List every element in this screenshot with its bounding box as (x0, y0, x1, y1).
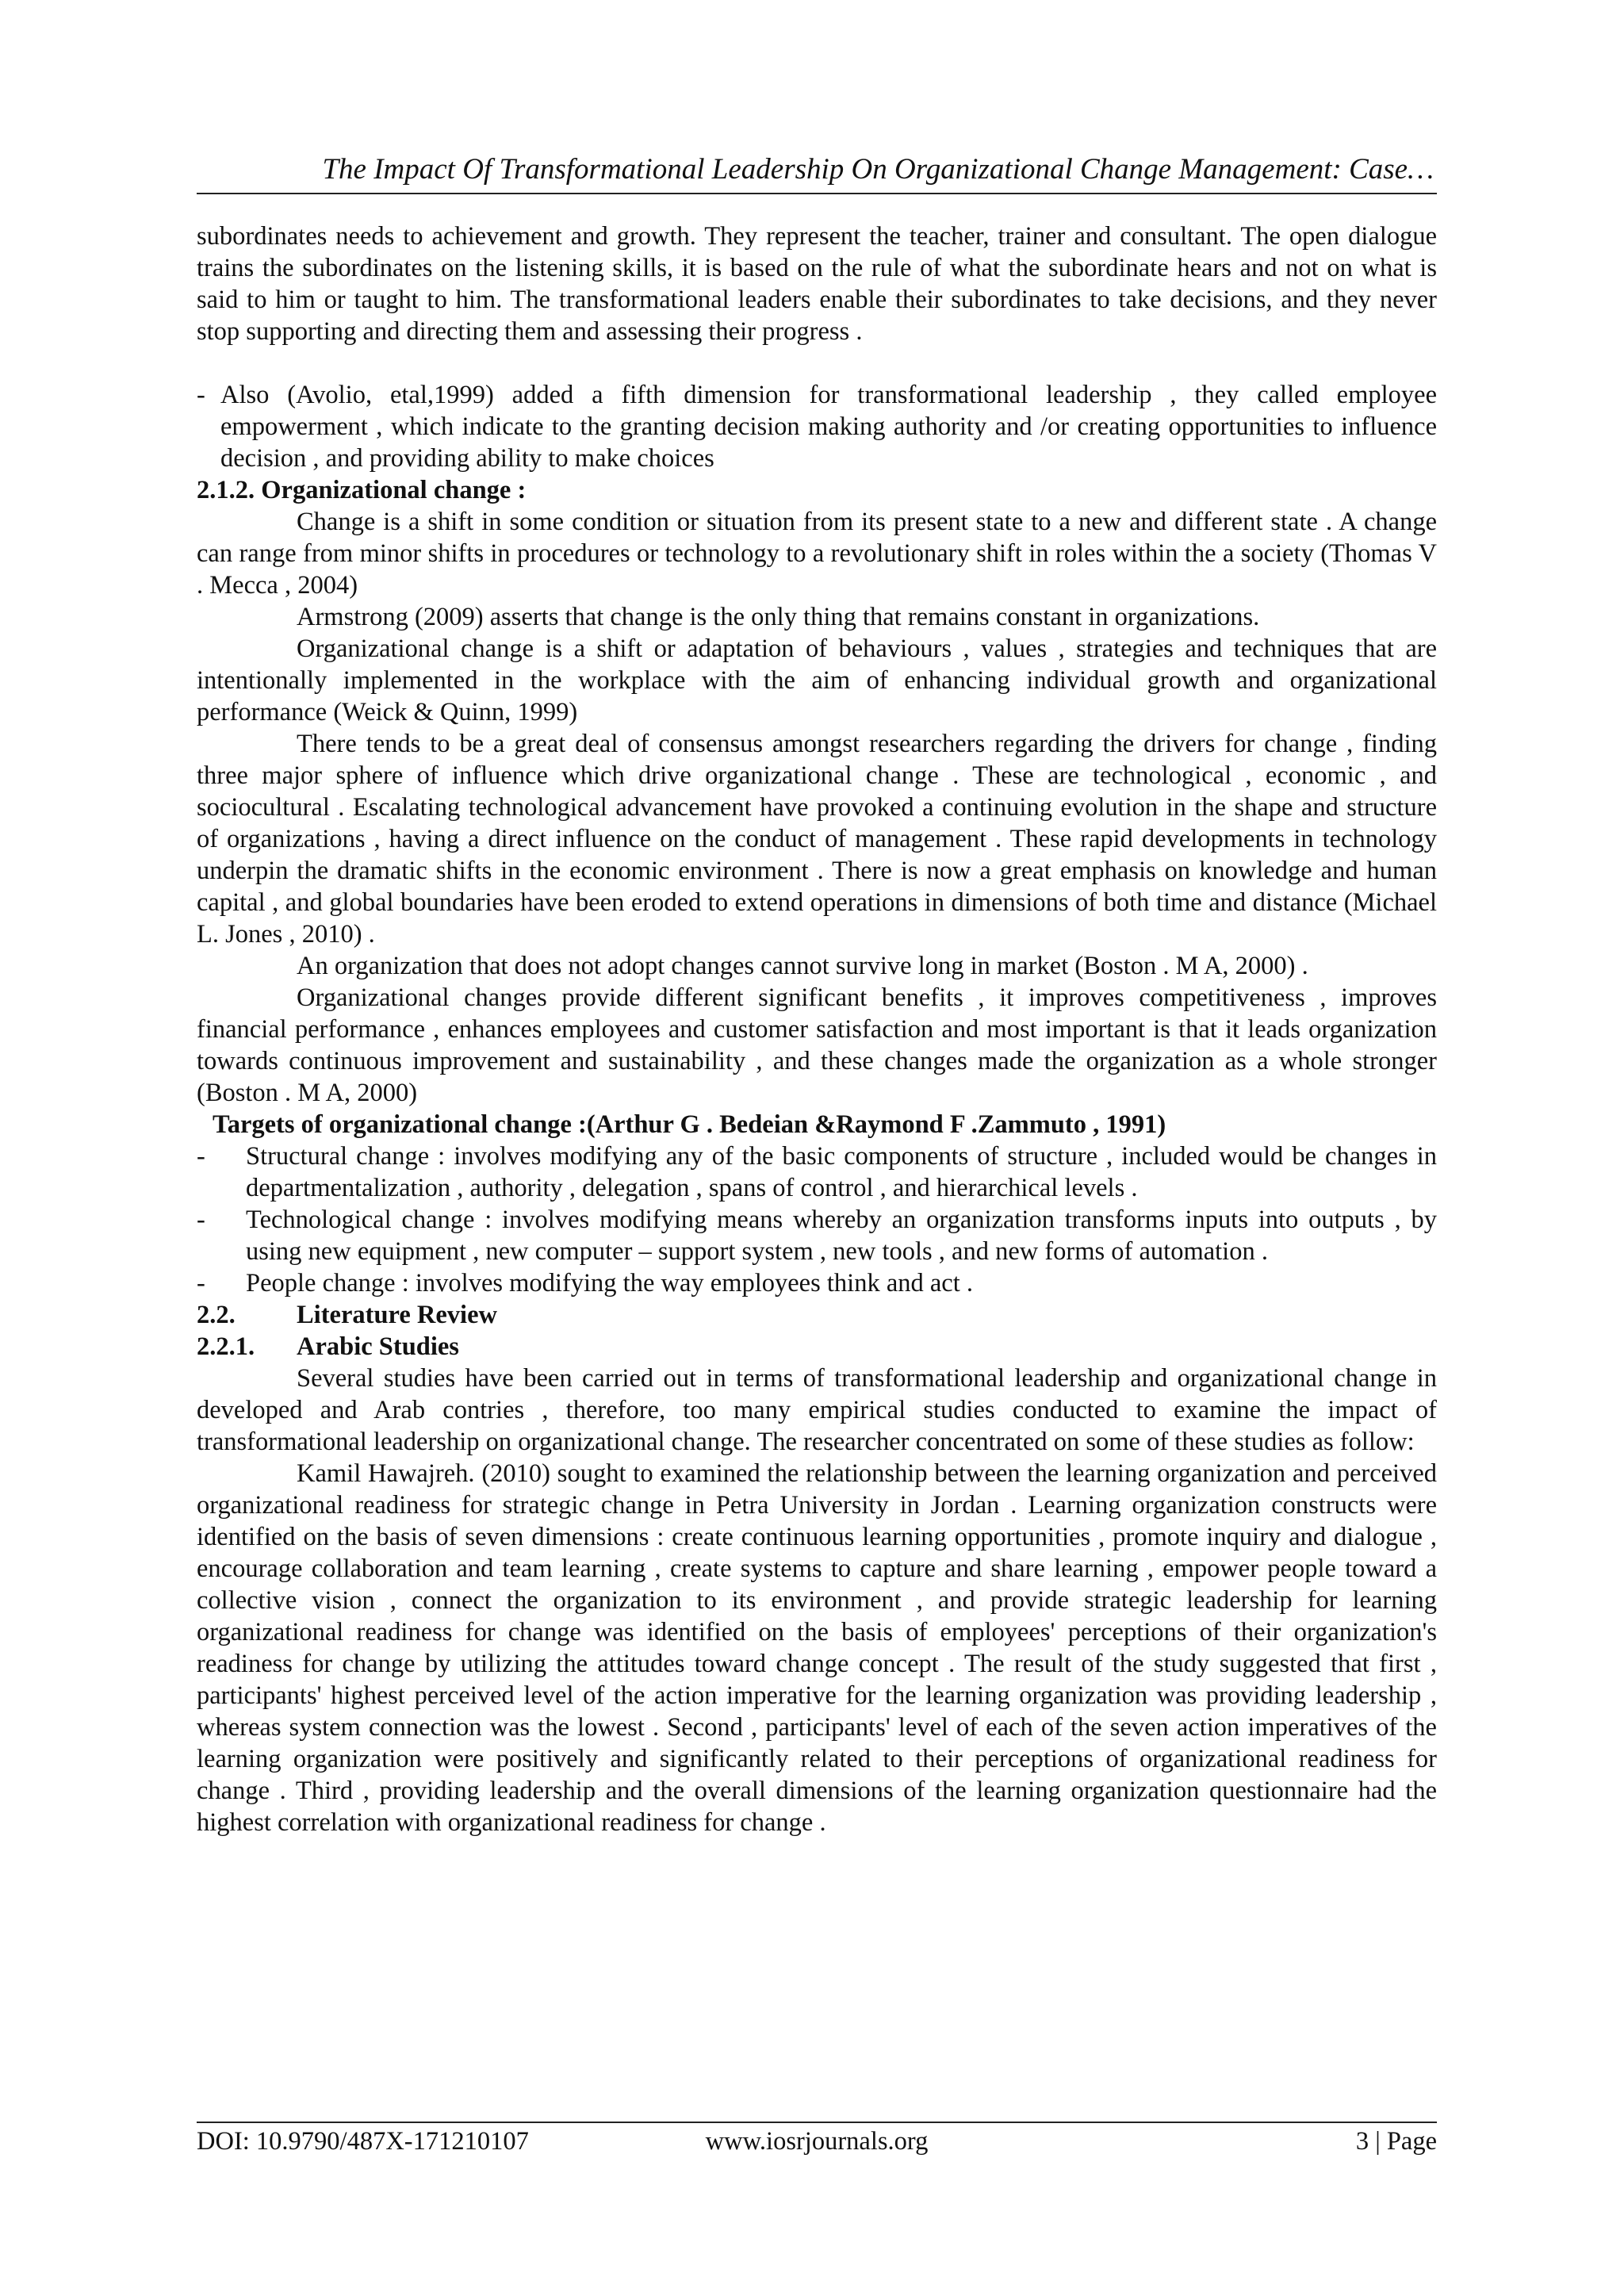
change-paragraph-2: Armstrong (2009) asserts that change is the only thing that remains constant in organizations. (297, 603, 1260, 631)
header-rule (197, 193, 1437, 194)
section-heading-2-2 (197, 1299, 1437, 1331)
footer-page-number: 3 | Page (1355, 2127, 1437, 2156)
literature-paragraph-2: Kamil Hawajreh. (2010) sought to examined the relationship between the learning organization and perceived organizational readiness for strategic change in Petra University in Jordan . Learning organization constructs were identified on the basis of seven dimensions : create continuous learning opportunities , promote inquiry and dialogue , encourage collaboration and team learning , create systems to capture and share learning , empower people toward a collective vision , connect the organization to its environment , and provide strategic leadership for learning organizational readiness for change was identified on the basis of employees' perceptions of their organization's readiness for change by utilizing the attitudes toward change concept . The result of the study suggested that first , participants' highest perceived level of the action imperative for the learning organization was providing leadership , whereas system connection was the lowest . Second , participants' level of each of the seven action imperatives of the learning organization were positively and significantly related to their perceptions of organizational readiness for change . Third , providing leadership and the overall dimensions of the learning organization questionnaire had the highest correlation with organizational readiness for change . (197, 1459, 1437, 1837)
targets-list (197, 1140, 1437, 1299)
list-item (197, 1204, 1437, 1267)
page-body (197, 220, 1437, 1838)
dash-bullet: - (197, 1269, 205, 1297)
change-paragraph-4: There tends to be a great deal of consensus amongst researchers regarding the drivers for change , finding three major sphere of influence which drive organizational change . These are technological , economic , and sociocultural . Escalating technological advancement have provoked a continuing evolution in the shape and structure of organizations , having a direct influence on the conduct of management . These rapid developments in technology underpin the dramatic shifts in the economic environment . There is now a great emphasis on knowledge and human capital , and global boundaries have been eroded to extend operations in dimensions of both time and distance (Michael L. Jones , 2010) . (197, 730, 1437, 949)
list-item (197, 1267, 1437, 1299)
section-number: 2.2. (197, 1301, 236, 1329)
avolio-item-text: Also (Avolio, etal,1999) added a fifth dimension for transformational leadership , they called employee empowerment , which indicate to the granting decision making authority and /or creating opportunities to influence decision , and providing ability to make choices (220, 381, 1437, 473)
section-title: Literature Review (297, 1301, 497, 1329)
section-number: 2.2.1. (197, 1332, 255, 1361)
avolio-list-item (197, 379, 1437, 474)
target-structural: Structural change : involves modifying any of the basic components of structure , included would be changes in departmentalization , authority , delegation , spans of control , and hierarchical levels . (246, 1142, 1437, 1202)
footer-doi: DOI: 10.9790/487X-171210107 (197, 2127, 529, 2156)
section-title: Arabic Studies (297, 1332, 459, 1361)
change-paragraph-1: Change is a shift in some condition or situation from its present state to a new and different state . A change can range from minor shifts in procedures or technology to a revolutionary shift in roles within the a society (Thomas V . Mecca , 2004) (197, 508, 1437, 600)
dash-bullet: - (197, 1205, 205, 1234)
literature-paragraph-1: Several studies have been carried out in terms of transformational leadership and organizational change in developed and Arab contries , therefore, too many empirical studies conducted to examine the impact of transformational leadership on organizational change. The researcher concentrated on some of these studies as follow: (197, 1364, 1437, 1456)
change-paragraph-3: Organizational change is a shift or adaptation of behaviours , values , strategies and techniques that are intentionally implemented in the workplace with the aim of enhancing individual growth and organizational performance (Weick & Quinn, 1999) (197, 634, 1437, 726)
targets-heading: Targets of organizational change :(Arthur G . Bedeian &Raymond F .Zammuto , 1991) (213, 1110, 1166, 1139)
dash-bullet: - (197, 381, 205, 409)
footer-website: www.iosrjournals.org (705, 2127, 929, 2156)
list-item (197, 1140, 1437, 1204)
target-people: People change : involves modifying the way employees think and act . (246, 1269, 973, 1297)
section-heading-2-1-2: 2.1.2. Organizational change : (197, 476, 527, 504)
target-technological: Technological change : involves modifying means whereby an organization transforms inputs into outputs , by using new equipment , new computer – support system , new tools , and new forms of automation . (246, 1205, 1437, 1266)
running-title: The Impact Of Transformational Leadership On Organizational Change Management: Case… (322, 153, 1434, 186)
footer-rule (197, 2122, 1437, 2123)
change-paragraph-5: An organization that does not adopt changes cannot survive long in market (Boston . M A, 2000) . (297, 952, 1308, 980)
intro-paragraph: subordinates needs to achievement and growth. They represent the teacher, trainer and consultant. The open dialogue trains the subordinates on the listening skills, it is based on the rule of what the subordinate hears and not on what is said to him or taught to him. The transformational leaders enable their subordinates to take decisions, and they never stop supporting and directing them and assessing their progress . (197, 222, 1437, 346)
dash-bullet: - (197, 1142, 205, 1171)
section-heading-2-2-1 (197, 1331, 1437, 1363)
change-paragraph-6: Organizational changes provide different significant benefits , it improves competitiveness , improves financial performance , enhances employees and customer satisfaction and most important is that it leads organization towards continuous improvement and sustainability , and these changes made the organization as a whole stronger (Boston . M A, 2000) (197, 983, 1437, 1107)
